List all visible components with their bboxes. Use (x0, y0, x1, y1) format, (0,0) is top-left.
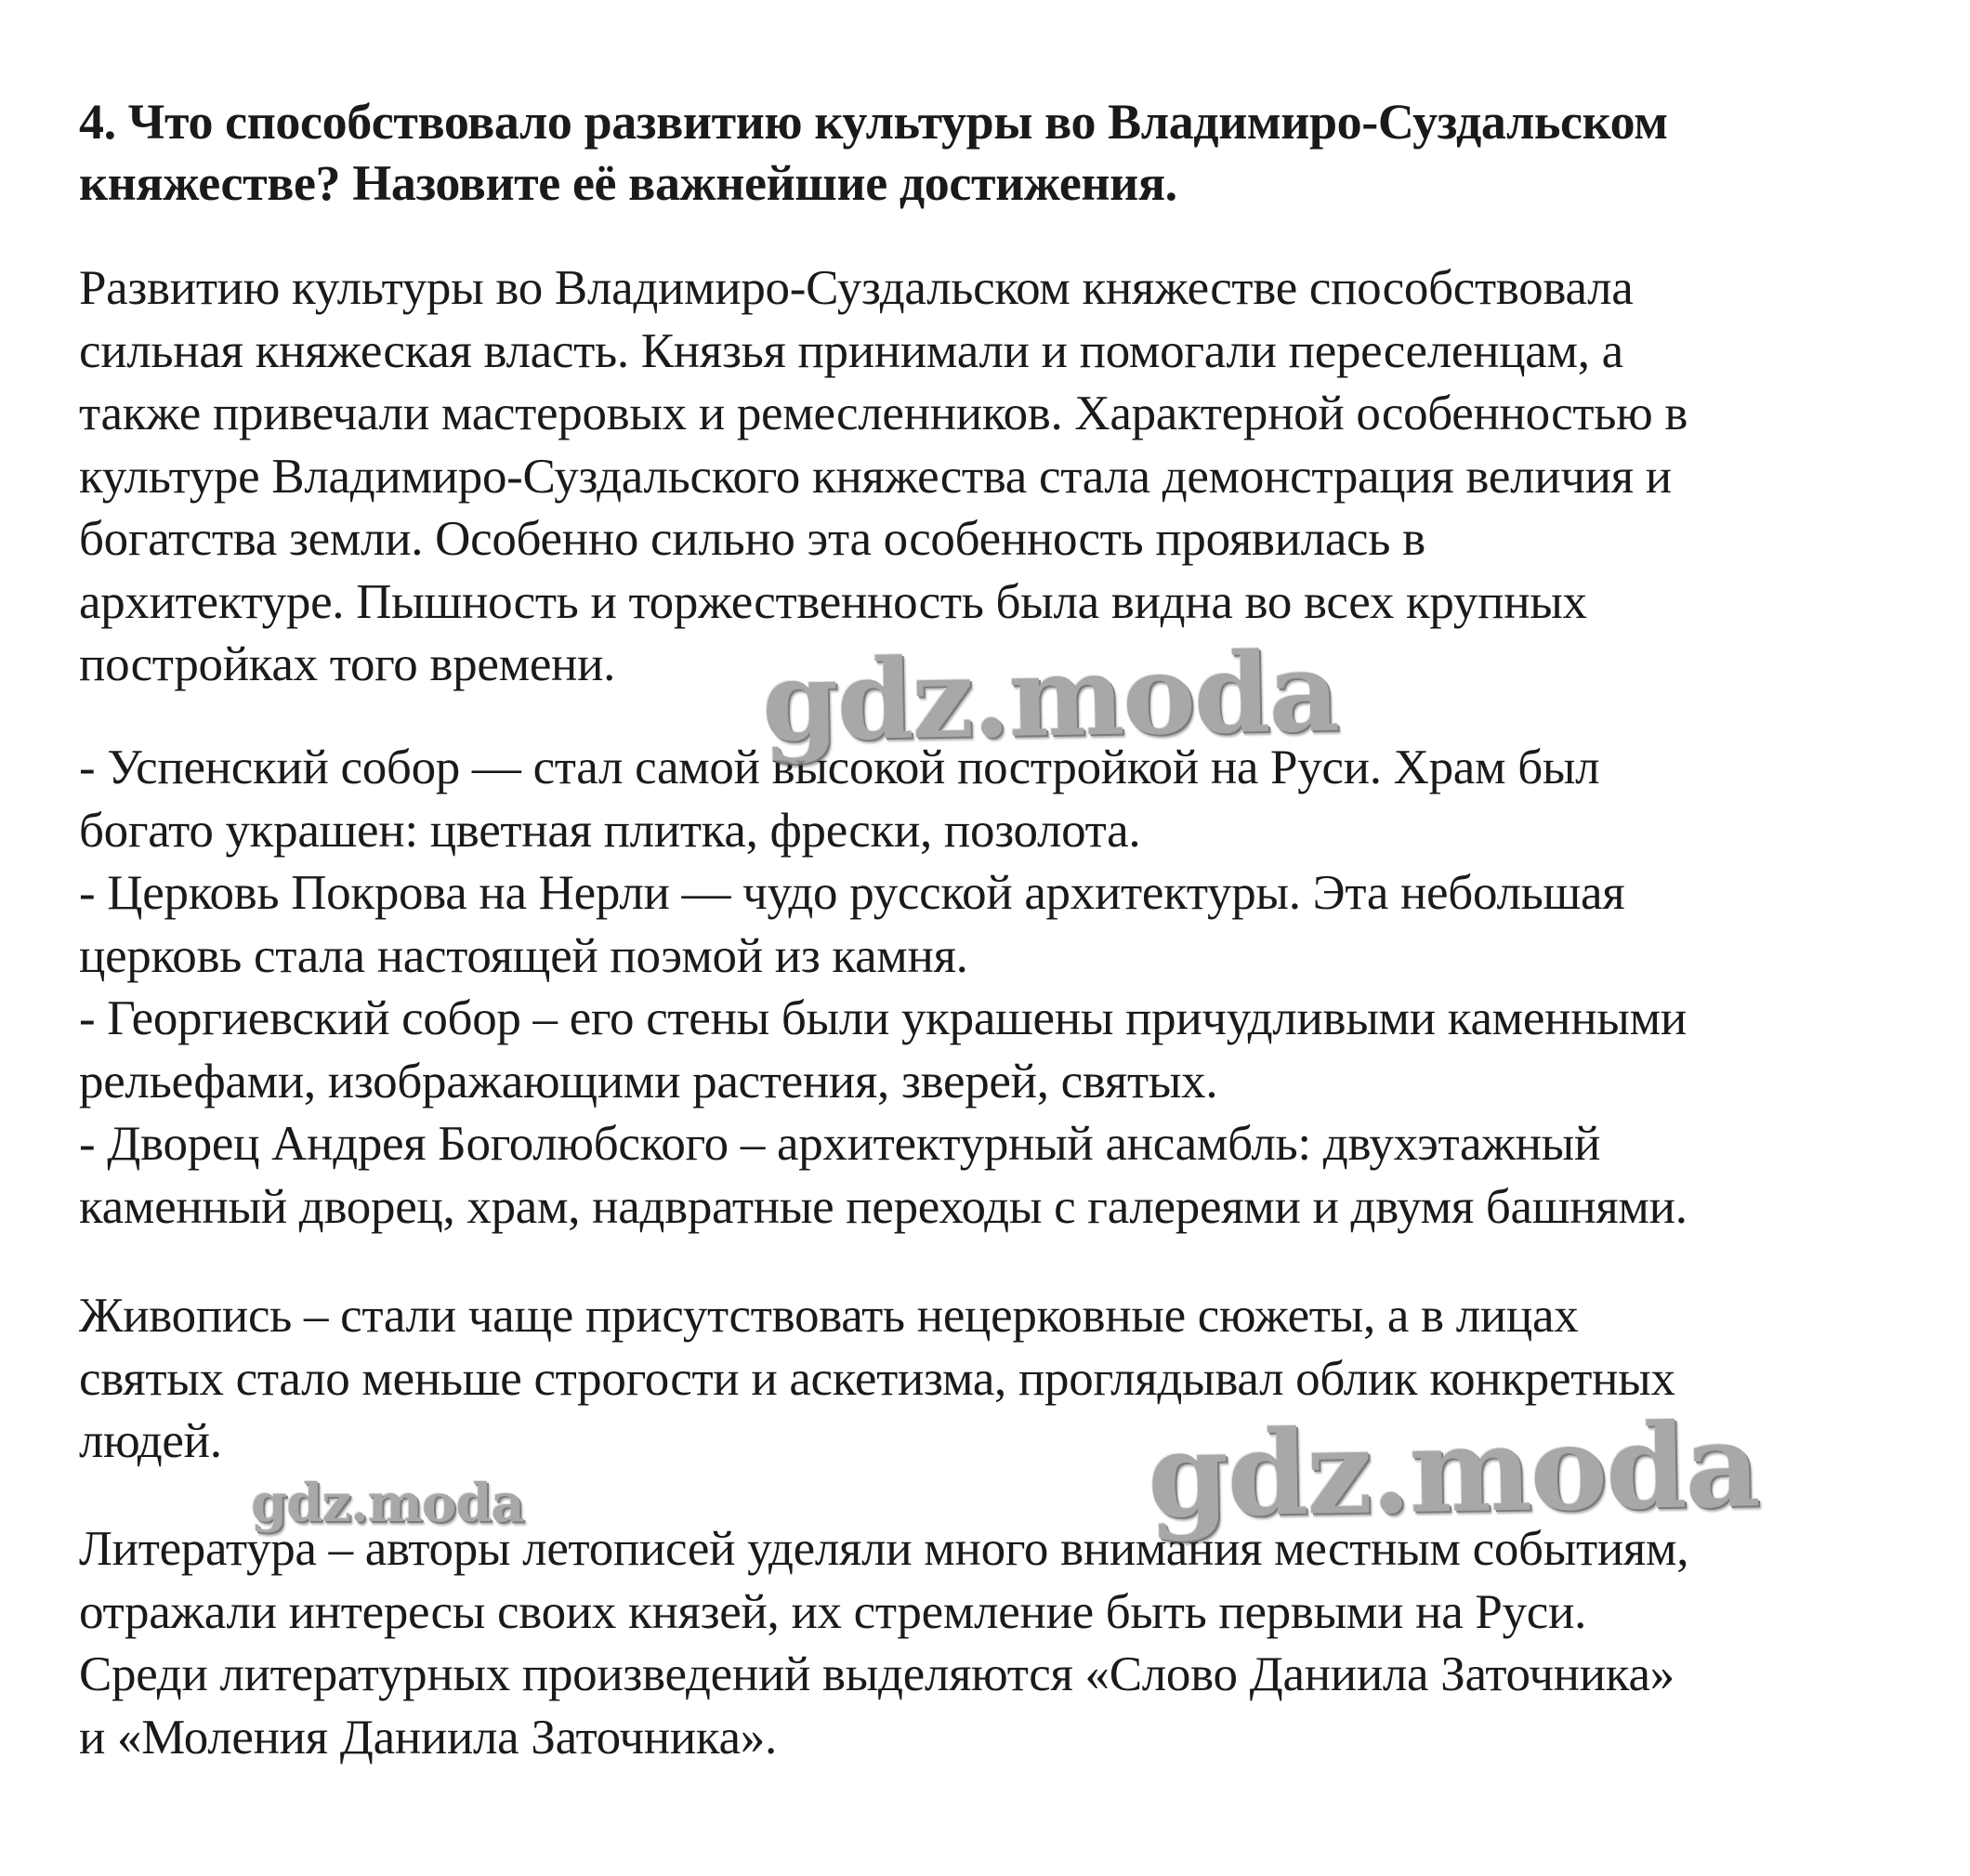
text-line: также привечали мастеровых и ремесленников. Характерной особенностью в (79, 387, 1688, 440)
text-line: культуре Владимиро-Суздальского княжества стала демонстрация величия и (79, 449, 1672, 504)
text-line: - Церковь Покрова на Нерли — чудо русской архитектуры. Эта небольшая (79, 866, 1625, 920)
text-line: каменный дворец, храм, надвратные переходы с галереями и двумя башнями. (79, 1179, 1688, 1234)
text-line: постройках того времени. (79, 637, 616, 691)
watermark: gdz.moda (251, 1473, 524, 1534)
question-line: княжестве? Назовите её важнейшие достижения. (79, 155, 1177, 211)
literature-paragraph (79, 1518, 1928, 1769)
text-line: - Георгиевский собор – его стены были украшены причудливыми каменными (79, 991, 1687, 1045)
text-line: Среди литературных произведений выделяются «Слово Даниила Заточника» (79, 1647, 1674, 1701)
text-line: отражали интересы своих князей, их стремление быть первыми на Руси. (79, 1584, 1587, 1639)
text-line: Живопись – стали чаще присутствовать нецерковные сюжеты, а в лицах (79, 1289, 1579, 1343)
intro-paragraph (79, 257, 1928, 697)
text-line: Литература – авторы летописей уделяли много внимания местным событиям, (79, 1522, 1689, 1576)
text-line: и «Моления Даниила Заточника». (79, 1710, 777, 1764)
watermark: gdz.moda (1146, 1397, 1760, 1544)
text-line: богатства земли. Особенно сильно эта особенность проявилась в (79, 512, 1425, 566)
architecture-list (79, 737, 1928, 1239)
text-line: - Дворец Андрея Боголюбского – архитектурный ансамбль: двухэтажный (79, 1117, 1601, 1171)
text-line: архитектуре. Пышность и торжественность была видна во всех крупных (79, 574, 1587, 629)
text-line: богато украшен: цветная плитка, фрески, позолота. (79, 803, 1141, 858)
text-line: святых стало меньше строгости и аскетизма, проглядывал облик конкретных (79, 1351, 1675, 1406)
text-line: - Успенский собор — стал самой высокой постройкой на Руси. Храм был (79, 741, 1600, 794)
text-line: людей. (79, 1414, 222, 1468)
watermark: gdz.moda (760, 626, 1339, 767)
text-line: Развитию культуры во Владимиро-Суздальском княжестве способствовала (79, 261, 1634, 315)
text-line: церковь стала настоящей поэмой из камня. (79, 928, 968, 983)
text-line: рельефами, изображающими растения, зверей, святых. (79, 1054, 1218, 1109)
text-line: сильная княжеская власть. Князья принимали и помогали переселенцам, а (79, 323, 1623, 378)
question-line: 4. Что способствовало развитию культуры во Владимиро-Суздальском (79, 94, 1668, 150)
question-heading (79, 91, 1928, 214)
